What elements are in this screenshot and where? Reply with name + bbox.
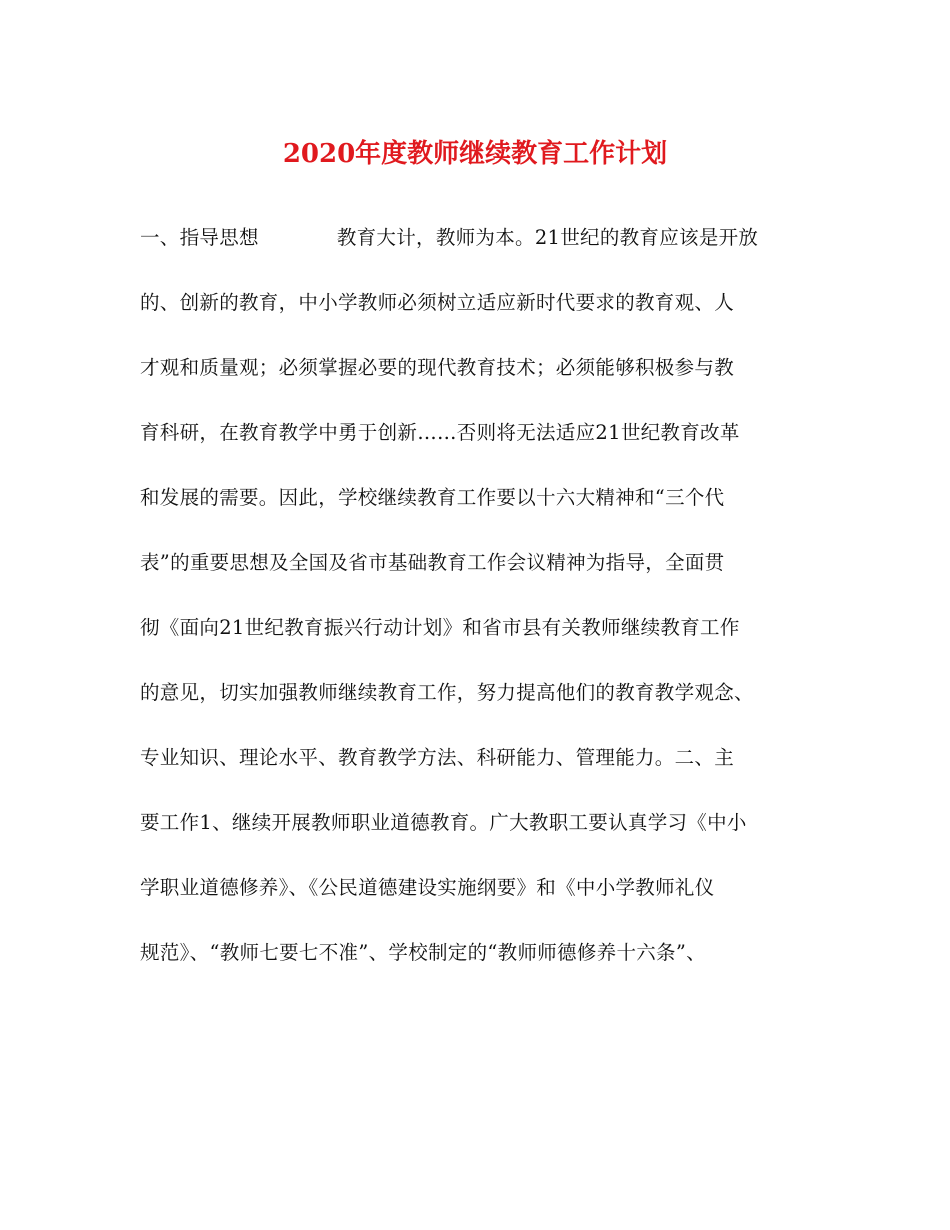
paragraph-line-9: 专业知识、理论水平、教育教学方法、科研能力、管理能力。二、主 bbox=[140, 746, 735, 769]
paragraph-line-6: 表”的重要思想及全国及省市基础教育工作会议精神为指导，全面贯 bbox=[140, 551, 725, 574]
paragraph-line-5: 和发展的需要。因此，学校继续教育工作要以十六大精神和“三个代 bbox=[140, 486, 725, 509]
paragraph-text: 教育大计，教师为本。21世纪的教育应该是开放 bbox=[336, 226, 759, 249]
document-title: 2020年度教师继续教育工作计划 bbox=[282, 139, 668, 169]
paragraph-line-10: 要工作1、继续开展教师职业道德教育。广大教职工要认真学习《中小 bbox=[140, 811, 747, 834]
paragraph-line-8: 的意见，切实加强教师继续教育工作，努力提高他们的教育教学观念、 bbox=[140, 681, 754, 704]
paragraph-line-2: 的、创新的教育，中小学教师必须树立适应新时代要求的教育观、人 bbox=[140, 291, 735, 314]
section-heading-guiding-thought: 一、指导思想 bbox=[140, 226, 259, 249]
paragraph-line-7: 彻《面向21世纪教育振兴行动计划》和省市县有关教师继续教育工作 bbox=[140, 616, 740, 639]
paragraph-line-12: 规范》、“教师七要七不准”、学校制定的“教师师德修养十六条”、 bbox=[140, 941, 706, 964]
paragraph-line-11: 学职业道德修养》、《公民道德建设实施纲要》和《中小学教师礼仪 bbox=[140, 876, 715, 899]
paragraph-line-3: 才观和质量观；必须掌握必要的现代教育技术；必须能够积极参与教 bbox=[140, 356, 735, 379]
paragraph-line-1 bbox=[140, 228, 810, 293]
paragraph-line-4: 育科研，在教育教学中勇于创新……否则将无法适应21世纪教育改革 bbox=[140, 421, 740, 444]
document-body bbox=[140, 228, 810, 1008]
